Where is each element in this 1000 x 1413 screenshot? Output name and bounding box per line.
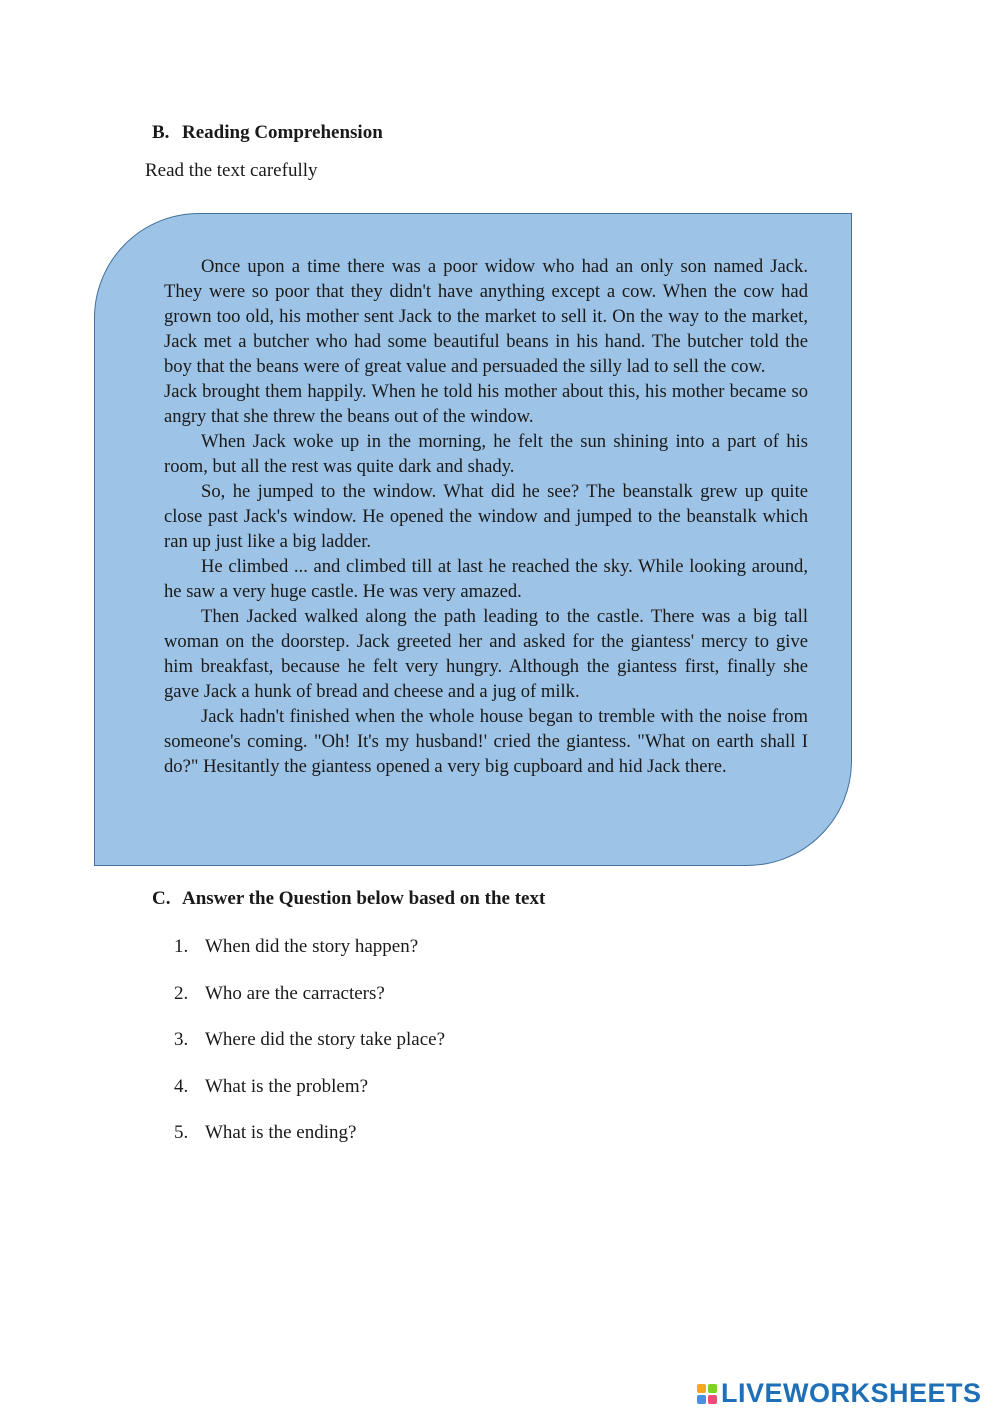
question-number: 5. — [174, 1122, 189, 1143]
question-list — [174, 936, 445, 1169]
section-b-title: Reading Comprehension — [182, 122, 383, 143]
story-paragraph-6: Then Jacked walked along the path leading to the castle. There was a big tall woman on the doorstep. Jack greeted her and asked for the giantess' mercy to give him breakfast, because he felt very hungry. Although the giantess first, finally she gave Jack a hunk of bread and cheese and a jug of milk. — [164, 606, 808, 702]
question-text: When did the story happen? — [205, 936, 419, 957]
logo-square-icon — [708, 1395, 717, 1404]
story-text — [164, 254, 808, 779]
story-paragraph-4: So, he jumped to the window. What did he see? The beanstalk grew up quite close past Jack's window. He opened the window and jumped to the beanstalk which ran up just like a big ladder. — [164, 481, 808, 552]
story-paragraph-2: Jack brought them happily. When he told his mother about this, his mother became so angry that she threw the beans out of the window. — [164, 381, 808, 427]
question-item — [174, 1029, 445, 1076]
reading-instruction: Read the text carefully — [145, 160, 318, 181]
story-paragraph-5: He climbed ... and climbed till at last he reached the sky. While looking around, he saw a very huge castle. He was very amazed. — [164, 556, 808, 602]
question-text: What is the problem? — [205, 1075, 369, 1097]
logo-square-icon — [697, 1384, 706, 1393]
section-c-heading — [152, 888, 545, 910]
section-b-heading — [152, 122, 383, 144]
section-c-title: Answer the Question below based on the text — [182, 888, 546, 909]
logo-square-icon — [708, 1384, 717, 1393]
question-number: 2. — [174, 982, 189, 1004]
question-item — [174, 1122, 445, 1169]
liveworksheets-logo-icon — [697, 1384, 717, 1404]
logo-square-icon — [697, 1395, 706, 1404]
story-paragraph-3: When Jack woke up in the morning, he felt the sun shining into a part of his room, but all the rest was quite dark and shady. — [164, 431, 808, 477]
question-text: Where did the story take place? — [205, 1029, 446, 1050]
question-text: Who are the carracters? — [205, 982, 385, 1004]
section-c-letter: C. — [152, 888, 171, 909]
question-number: 4. — [174, 1075, 189, 1097]
question-item — [174, 1076, 445, 1123]
section-b-letter: B. — [152, 122, 170, 143]
question-item — [174, 936, 445, 983]
question-text: What is the ending? — [205, 1122, 357, 1143]
story-text-box — [94, 213, 852, 866]
liveworksheets-logo[interactable] — [697, 1378, 982, 1409]
story-paragraph-7: Jack hadn't finished when the whole house began to tremble with the noise from someone's coming. "Oh! It's my husband!' cried the giantess. "What on earth shall I do?" Hesitantly the giantess opened a very big cupboard and hid Jack there. — [164, 706, 808, 777]
question-number: 1. — [174, 936, 189, 957]
story-paragraph-1: Once upon a time there was a poor widow who had an only son named Jack. They were so poor that they didn't have anything except a cow. When the cow had grown too old, his mother sent Jack to the market to sell it. On the way to the market, Jack met a butcher who had some beautiful beans in his hand. The butcher told the boy that the beans were of great value and persuaded the silly lad to sell the cow. — [164, 256, 808, 377]
question-number: 3. — [174, 1029, 189, 1050]
question-item — [174, 983, 445, 1030]
logo-text: LIVEWORKSHEETS — [721, 1378, 982, 1408]
